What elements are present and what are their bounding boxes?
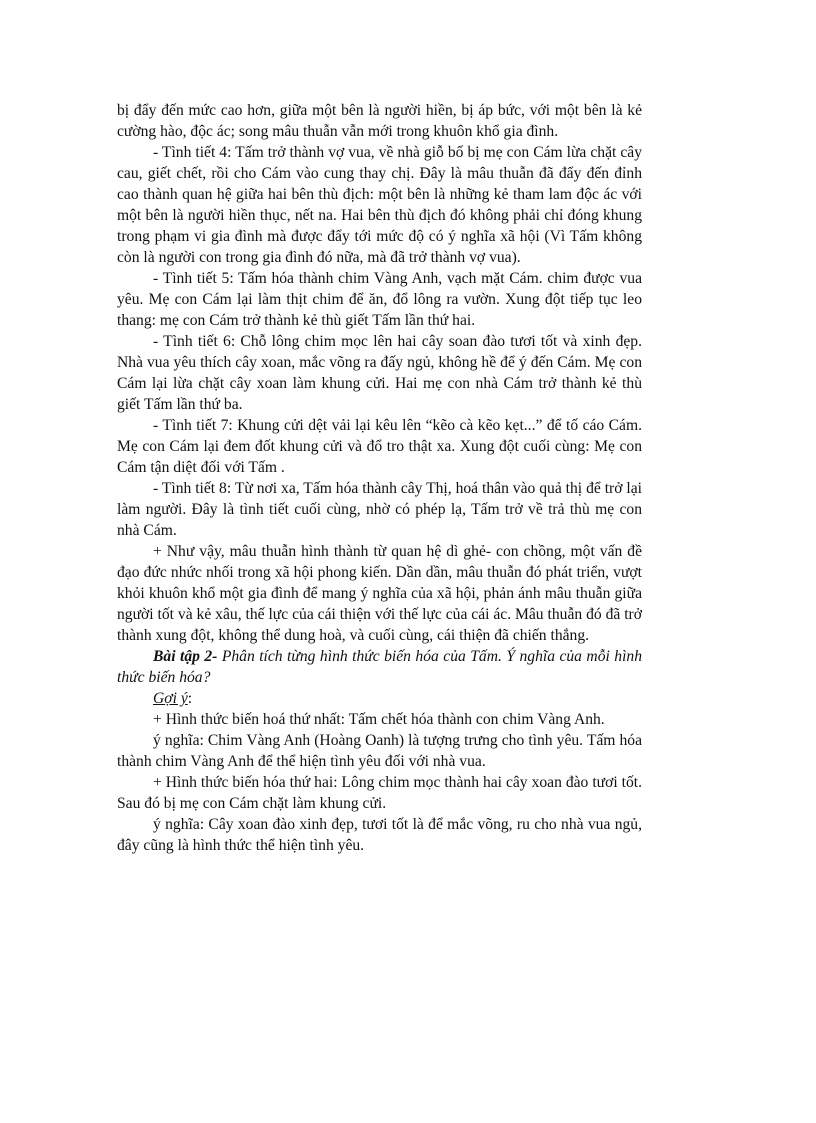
paragraph-plot-point-6: - Tình tiết 6: Chỗ lông chim mọc lên hai cây soan đào tươi tốt và xinh đẹp. Nhà vua yêu thích cây xoan, mắc võng ra đấy ngủ, không hề để ý đến Cám. Mẹ con Cám lại lừa chặt cây xoan làm khung cửi. Hai mẹ con nhà Cám trở thành kẻ thù giết Tấm lần thứ ba. bbox=[117, 333, 642, 413]
paragraph-plot-point-7: - Tình tiết 7: Khung cửi dệt vải lại kêu lên “kẽo cà kẽo kẹt...” để tố cáo Cám. Mẹ con Cám lại đem đốt khung cửi và đổ tro thật xa. Xung đột cuối cùng: Mẹ con Cám tận diệt đối với Tấm . bbox=[117, 417, 642, 476]
hint-suffix: : bbox=[187, 690, 193, 707]
answer-meaning-1: ý nghĩa: Chim Vàng Anh (Hoàng Oanh) là tượng trưng cho tình yêu. Tấm hóa thành chim Vàng Anh để thể hiện tình yêu đối với nhà vua. bbox=[117, 732, 642, 770]
paragraph-conclusion: + Như vậy, mâu thuẫn hình thành từ quan hệ dì ghẻ- con chồng, một vấn đề đạo đức nhức nhối trong xã hội phong kiến. Dần dần, mâu thuẫn đó phát triển, vượt khỏi khuôn khổ một gia đình để mang ý nghĩa của xã hội, phản ánh mâu thuẫn giữa người tốt và kẻ xâu, thế lực của cái thiện với thế lực của cái ác. Mâu thuẫn đó đã trở thành xung đột, không thể dung hoà, và cuối cùng, cái thiện đã chiến thắng. bbox=[117, 543, 642, 644]
paragraph-plot-point-4: - Tình tiết 4: Tấm trở thành vợ vua, về nhà giỗ bố bị mẹ con Cám lừa chặt cây cau, giết chết, rồi cho Cám vào cung thay chị. Đây là mâu thuẫn đã đẩy đến đỉnh cao thành quan hệ giữa hai bên thù địch: một bên là những kẻ tham lam độc ác với một bên là người hiền thục, nết na. Hai bên thù địch đó không phải chỉ đóng khung trong phạm vi gia đình mà được đẩy tới mức độ có ý nghĩa xã hội (Vì Tấm không còn là người con trong gia đình đó nữa, mà đã trở thành vợ vua). bbox=[117, 144, 642, 266]
answer-meaning-2: ý nghĩa: Cây xoan đào xinh đẹp, tươi tốt là để mắc võng, ru cho nhà vua ngủ, đây cũng là hình thức thể hiện tình yêu. bbox=[117, 816, 642, 854]
exercise-question: Phân tích từng hình thức biến hóa của Tấm. Ý nghĩa của mỗi hình thức biến hóa? bbox=[117, 648, 642, 686]
paragraph-plot-point-5: - Tình tiết 5: Tấm hóa thành chim Vàng Anh, vạch mặt Cám. chim được vua yêu. Mẹ con Cám lại làm thịt chim để ăn, đổ lông ra vườn. Xung đột tiếp tục leo thang: mẹ con Cám trở thành kẻ thù giết Tấm lần thứ hai. bbox=[117, 270, 642, 329]
hint-label: Gợi ý bbox=[153, 690, 188, 707]
answer-form-1: + Hình thức biến hoá thứ nhất: Tấm chết hóa thành con chim Vàng Anh. bbox=[153, 711, 605, 728]
exercise-heading bbox=[117, 646, 642, 688]
exercise-title: Bài tập 2- bbox=[153, 648, 218, 665]
document-page bbox=[117, 100, 642, 856]
paragraph-plot-point-8: - Tình tiết 8: Từ nơi xa, Tấm hóa thành cây Thị, hoá thân vào quả thị để trở lại làm người. Đây là tình tiết cuối cùng, nhờ có phép lạ, Tấm trở về trả thù mẹ con nhà Cám. bbox=[117, 480, 642, 539]
paragraph-continuation: bị đẩy đến mức cao hơn, giữa một bên là người hiền, bị áp bức, với một bên là kẻ cường hào, độc ác; song mâu thuẫn vẫn mới trong khuôn khổ gia đình. bbox=[117, 102, 642, 140]
hint-heading bbox=[117, 688, 642, 709]
answer-form-2: + Hình thức biến hóa thứ hai: Lông chim mọc thành hai cây xoan đào tươi tốt. Sau đó bị mẹ con Cám chặt làm khung cửi. bbox=[117, 774, 642, 812]
